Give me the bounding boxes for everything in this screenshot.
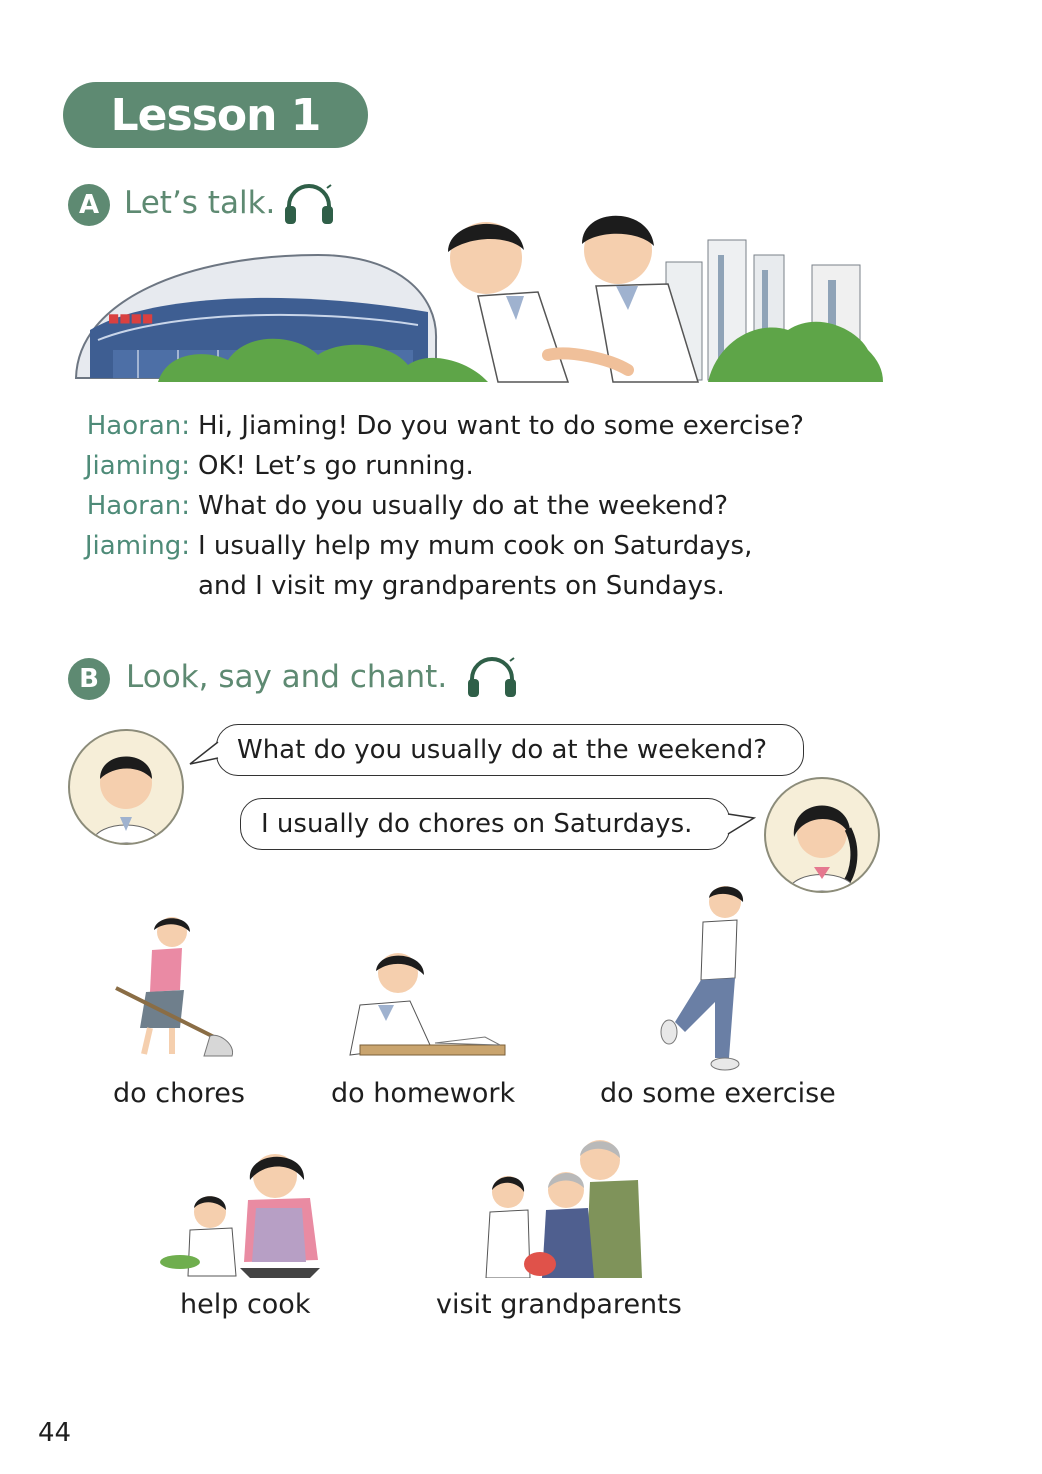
activity-label: visit grandparents <box>436 1289 682 1320</box>
bubble-tail <box>188 740 220 768</box>
answer-bubble: I usually do chores on Saturdays. <box>240 798 730 850</box>
speaker-name: Jiaming: <box>84 451 190 481</box>
activity-label: help cook <box>180 1289 311 1320</box>
page-number: 44 <box>38 1418 72 1448</box>
question-bubble: What do you usually do at the weekend? <box>216 724 804 776</box>
headphones-icon[interactable] <box>466 657 518 699</box>
section-b-badge: B <box>68 658 110 700</box>
do-chores-illustration <box>110 910 245 1060</box>
activity-label: do homework <box>331 1078 516 1109</box>
do-homework-illustration <box>340 945 510 1060</box>
speaker-name: Haoran: <box>86 411 190 441</box>
section-a-title: Let’s talk. <box>124 185 276 221</box>
visit-grandparents-illustration <box>478 1138 648 1278</box>
activity-label: do some exercise <box>600 1078 836 1109</box>
utterance: I usually help my mum cook on Saturdays, <box>198 531 753 561</box>
activity-label: do chores <box>113 1078 245 1109</box>
utterance: What do you usually do at the weekend? <box>198 491 728 521</box>
utterance: OK! Let’s go running. <box>198 451 474 481</box>
utterance: and I visit my grandparents on Sundays. <box>198 571 725 601</box>
boy-avatar <box>68 729 184 845</box>
stadium-boys-illustration <box>68 200 888 385</box>
speaker-name: Jiaming: <box>84 531 190 561</box>
section-a-badge: A <box>68 184 110 226</box>
girl-avatar <box>764 777 880 893</box>
bubble-tail <box>726 812 756 838</box>
svg-text:■■■■: ■■■■ <box>108 311 154 325</box>
section-b-title: Look, say and chant. <box>126 659 448 695</box>
help-cook-illustration <box>160 1150 330 1280</box>
speaker-name: Haoran: <box>86 491 190 521</box>
utterance: Hi, Jiaming! Do you want to do some exercise? <box>198 411 804 441</box>
lesson-title: Lesson 1 <box>63 82 368 148</box>
do-exercise-illustration <box>655 882 765 1072</box>
